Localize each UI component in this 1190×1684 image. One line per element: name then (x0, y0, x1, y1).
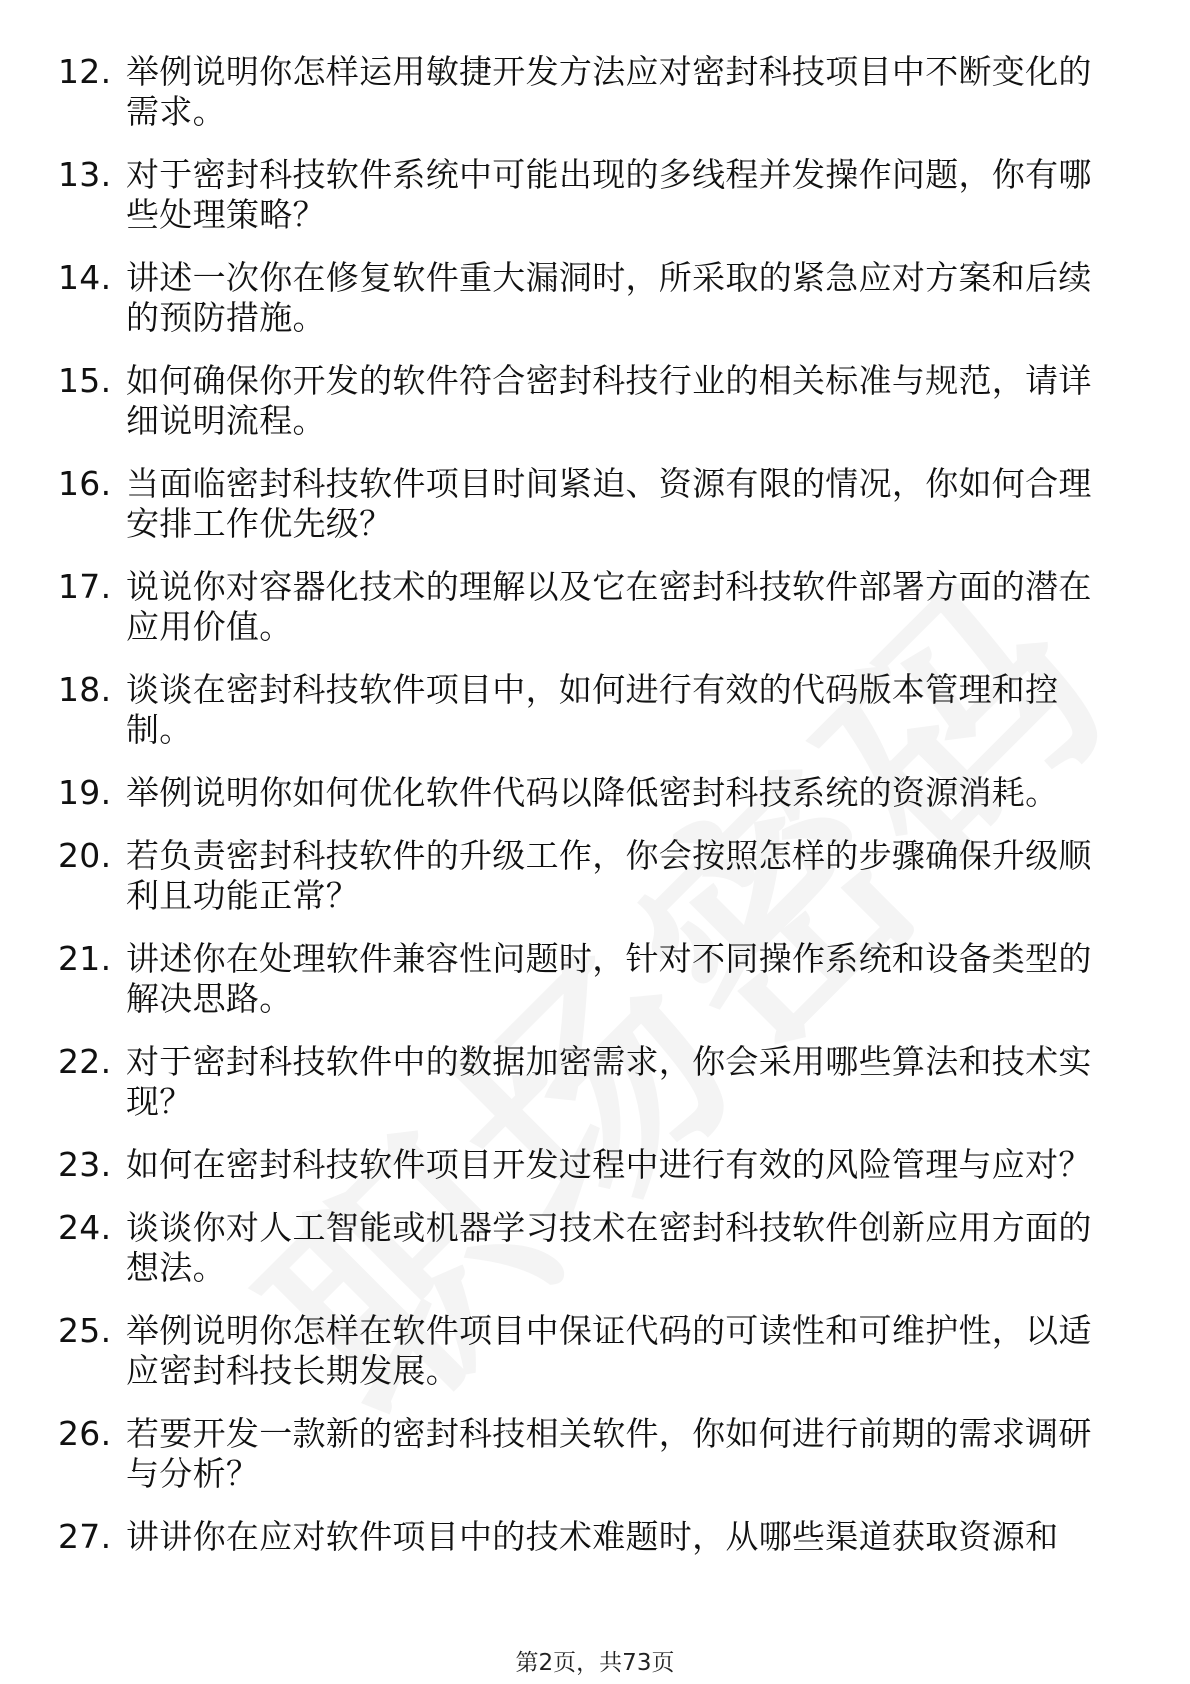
question-item (58, 464, 1118, 544)
question-number: 19. (58, 773, 112, 812)
question-text: 若要开发一款新的密封科技相关软件，你如何进行前期的需求调研与分析？ (126, 1414, 1092, 1493)
question-text: 谈谈你对人工智能或机器学习技术在密封科技软件创新应用方面的想法。 (126, 1208, 1092, 1287)
question-text: 若负责密封科技软件的升级工作，你会按照怎样的步骤确保升级顺利且功能正常？ (126, 836, 1092, 915)
question-item (58, 773, 1118, 813)
question-item (58, 1311, 1118, 1391)
question-text: 讲讲你在应对软件项目中的技术难题时，从哪些渠道获取资源和 (126, 1517, 1059, 1556)
question-text: 说说你对容器化技术的理解以及它在密封科技软件部署方面的潜在应用价值。 (126, 567, 1092, 646)
question-item (58, 1208, 1118, 1288)
question-number: 21. (58, 939, 112, 978)
question-text: 讲述一次你在修复软件重大漏洞时，所采取的紧急应对方案和后续的预防措施。 (126, 258, 1092, 337)
question-number: 27. (58, 1517, 112, 1556)
question-item (58, 1517, 1118, 1557)
question-number: 16. (58, 464, 112, 503)
question-number: 14. (58, 258, 112, 297)
question-item (58, 670, 1118, 750)
question-number: 20. (58, 836, 112, 875)
question-text: 举例说明你如何优化软件代码以降低密封科技系统的资源消耗。 (126, 773, 1059, 812)
question-list (58, 52, 1118, 1580)
question-number: 13. (58, 155, 112, 194)
question-item (58, 836, 1118, 916)
question-item (58, 361, 1118, 441)
question-item (58, 567, 1118, 647)
question-text: 举例说明你怎样在软件项目中保证代码的可读性和可维护性，以适应密封科技长期发展。 (126, 1311, 1092, 1390)
question-text: 对于密封科技软件中的数据加密需求，你会采用哪些算法和技术实现？ (126, 1042, 1092, 1121)
question-number: 24. (58, 1208, 112, 1247)
question-text: 谈谈在密封科技软件项目中，如何进行有效的代码版本管理和控制。 (126, 670, 1059, 749)
question-number: 12. (58, 52, 112, 91)
question-number: 15. (58, 361, 112, 400)
question-number: 18. (58, 670, 112, 709)
question-text: 对于密封科技软件系统中可能出现的多线程并发操作问题，你有哪些处理策略？ (126, 155, 1092, 234)
question-number: 26. (58, 1414, 112, 1453)
question-item (58, 939, 1118, 1019)
question-item (58, 52, 1118, 132)
question-text: 如何确保你开发的软件符合密封科技行业的相关标准与规范，请详细说明流程。 (126, 361, 1092, 440)
question-text: 当面临密封科技软件项目时间紧迫、资源有限的情况，你如何合理安排工作优先级？ (126, 464, 1092, 543)
question-item (58, 1042, 1118, 1122)
question-number: 23. (58, 1145, 112, 1184)
question-item (58, 1145, 1118, 1185)
question-text: 如何在密封科技软件项目开发过程中进行有效的风险管理与应对？ (126, 1145, 1092, 1184)
question-item (58, 258, 1118, 338)
question-item (58, 1414, 1118, 1494)
question-item (58, 155, 1118, 235)
question-number: 25. (58, 1311, 112, 1350)
question-number: 22. (58, 1042, 112, 1081)
question-text: 举例说明你怎样运用敏捷开发方法应对密封科技项目中不断变化的需求。 (126, 52, 1092, 131)
question-number: 17. (58, 567, 112, 606)
page-footer: 第2页，共73页 (515, 1650, 675, 1676)
question-text: 讲述你在处理软件兼容性问题时，针对不同操作系统和设备类型的解决思路。 (126, 939, 1092, 1018)
